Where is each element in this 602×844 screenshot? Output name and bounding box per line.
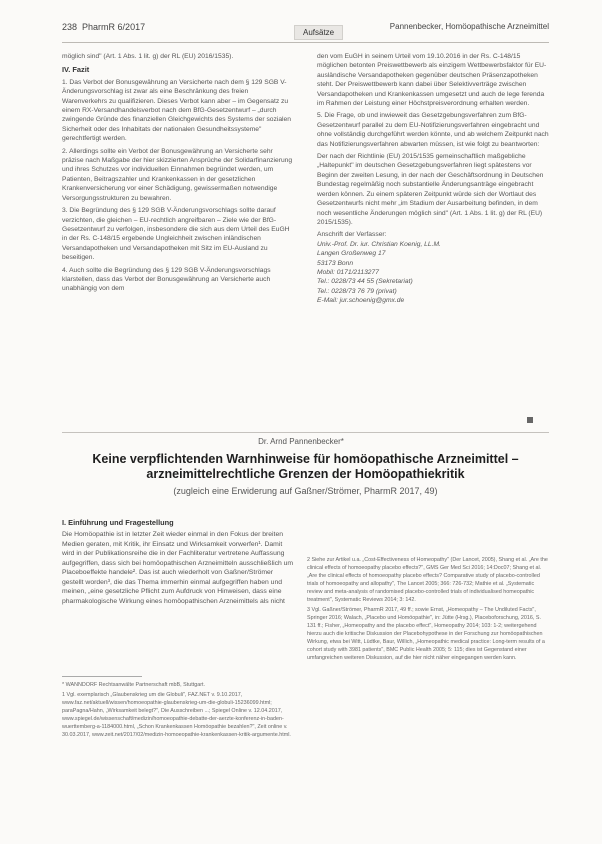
address-line: Tel.: 0228/73 76 79 (privat) <box>317 287 397 295</box>
page-number-and-journal: 238 PharmR 6/2017 <box>62 22 146 32</box>
fazit-point-2: 2. Allerdings sollte ein Verbot der Bonusgewährung an Versicherte sehr präzise nach Maßgabe der hier skizzierten Ansprüche der Solidarfinanzierung und ihres Schutzes vor individuellen Einnahmen begründet werden, um Patienten, Beitragszahler und Krankenkassen in der gesetzlichen Krankenversicherung vor einer Schädigung, gewissermaßen notwendige Versorgungsstrukturen zu bewahren. <box>62 147 293 202</box>
footnote: 2 Siehe zur Artikel u.a. „Cost-Effectiveness of Homeopathy" (Der Lancet, 2005), Shang et al. „Are the clinical effects of homoeopathy placebo effects?", GMS Ger Med Sci 2016; 14:Doc07; Shang et al. „Are the clinical effects of homoeopathy placebo effects? Comparative study of placebo-controlled trials of homoeopathy and allopathy", The Lancet 2005; 366: 726-732; Mathie et al. „Systematic review and meta-analysis of randomised placebo-controlled trials of individualised homeopathic treatment", Systematic Reviews 2014; 3: 142. <box>307 557 548 603</box>
footnote: 3 Vgl. Gaßner/Strömer, PharmR 2017, 49 ff.; sowie Ernst, „Homeopathy – The Undiluted Facts", Springer 2016; Walach, „Placebo und Homöopathie", in: Jütte (Hrsg.), Placeboforschung, 2016, S. 131 ff.; Fisher, „Homeopathy and the placebo effect", Homeopathy 2014; 103: 1-2; weitergehend hierzu auch die kritische Diskussion der Placebohypothese in der Forschung zur homöopathischen Wirkung, etwa bei Witt, Lüdtke, Baur, Willich, „Homeopathic medical practice: Long-term results of a cohort study with 3981 patients", BMC Public Health 2005; 5: 115; dies ist Gegenstand einer umfangreichen weiteren Diskussion, auf die hier nicht näher eingegangen werden kann. <box>307 607 545 661</box>
address-label: Anschrift der Verfasser: <box>317 231 387 239</box>
section-heading: I. Einführung und Fragestellung <box>62 518 174 527</box>
article-body: Die Homöopathie ist in letzter Zeit wieder einmal in den Fokus der breiten Medien geraten, mit Kritik, ihr Einsatz und Wirksamkeit vorwerfen¹. Damit wird in der Publikationsreihe die in der Fachliteratur vertretene Auffassung aufgegriffen, dass sich bei homöopathischen Arzneimitteln ausschließlich um Placeboeffekte handele². Das ist auch wiederholt von Gaßner/Strömer gestellt worden³, die das Thema immerhin einmal aufgegriffen haben und meinen, „eine gesetzliche Pflicht zum Aufdruck von Hinweisen, dass eine pharmakologische Wirkung eines homöopathischen Arzneimittels als nicht <box>62 531 294 605</box>
footnotes-right <box>307 556 549 664</box>
fazit-continued: den vom EuGH in seinem Urteil vom 19.10.2016 in der Rs. C-148/15 möglichen betonten Preiswettbewerb als einzigem Wettbewerbsfaktor für EU-ausländische Versandapotheken gegenüber deutschen Präsenzapotheken steht. Der Preiswettbewerb kann dabei über Selektivverträge zwischen Versandapotheken und Krankenkassen umgesetzt und auch de lege ferenda im Rahmen der Leistung einer Höchstpreisverordnung erhalten werden. <box>317 53 547 108</box>
footnote: * WANNDORF Rechtsanwälte Partnerschaft mbB, Stuttgart. <box>62 682 205 688</box>
address-line: Mobil: 0171/2113277 <box>317 268 379 276</box>
continued-text: möglich sind" (Art. 1 Abs. 1 lit. g) der RL (EU) 2016/1535). <box>62 53 234 60</box>
fazit-heading: IV. Fazit <box>62 65 90 75</box>
running-title: Pannenbecker, Homöopathische Arzneimittel <box>389 22 549 31</box>
article-separator <box>62 432 549 433</box>
address-line: Tel.: 0228/73 44 55 (Sekretariat) <box>317 278 413 286</box>
article-title: Keine verpflichtenden Warnhinweise für homöopathische Arzneimittel – arzneimittelrechtliche Grenzen der Homöopathiekritik <box>92 452 519 481</box>
footnotes-left <box>62 681 294 741</box>
fazit-point-1: 1. Das Verbot der Bonusgewährung an Versicherte nach dem § 129 SGB V-Änderungsvorschlag ist zwar als eine Beschränkung des freien Warenverkehrs zu qualifizieren. Dieses Verbot kann aber – im Gegensatz zu einem RX-Versandhandelsverbot nach dem BfG-Gesetzentwurf – „durch zwingende Gründe des finanziellen Gleichgewichts des Systems der sozialen Sicherheit oder des Inhabitats der nationalen Gesundheitssysteme" gerechtfertigt werden. <box>62 78 291 143</box>
article-author: Dr. Arnd Pannenbecker* <box>258 437 344 446</box>
end-of-article-marker <box>527 417 533 423</box>
fazit-point-5-detail: Der nach der Richtlinie (EU) 2015/1535 gemeinschaftlich maßgebliche „Haltepunkt" im deutschen Gesetzgebungsverfahren liegt spätestens vor Beginn der zweiten Lesung, in der nach der Geschäftsordnung in Deutschen Bundestag regelmäßig noch substantielle Änderungsanträge eingebracht werden können. Zu einem späteren Zeitpunkt würde sich der Wortlaut des Gesetzentwurfs nicht mehr „im Stadium der Ausarbeitung befinden, in dem noch wesentliche Änderungen möglich sind" (Art. 1 Abs. 1 lit. g) der RL (EU) 2015/1535). <box>317 153 544 226</box>
address-line: E-Mail: jur.schoenig@gmx.de <box>317 297 405 305</box>
fazit-point-4: 4. Auch sollte die Begründung des § 129 SGB V-Änderungsvorschlags klarstellen, dass das Verbot der Bonusgewährung an Versicherte auch unabhängig von dem <box>62 266 271 293</box>
address-line: 53173 Bonn <box>317 259 354 267</box>
address-block <box>317 230 549 305</box>
address-line: Univ.-Prof. Dr. iur. Christian Koenig, LL.M. <box>317 240 441 248</box>
footnote: 1 Vgl. exemplarisch „Glaubenskrieg um die Globuli", FAZ.NET v. 9.10.2017, www.faz.net/aktuell/wissen/homoeopathie-glaubenskrieg-um-die-globuli-15236099.html; paraPagna/Hahn, „Wirksamkeit belegt?", Die Ausschreiben ...; Spiegel Online v. 12.04.2017, www.spiegel.de/wissenschaft/medizin/homoeopathie-debatte-der-aerzte-konferenz-in-baden-wuerttemberg-a-1184000.html, „Schon Krankenkassen Homöopathie bezahlen?", Zeit online v. 30.03.2017, www.zeit.net/2017/02/medizin-homoeopathie-krankenkassen-kritik-argumente.html. <box>62 692 291 738</box>
section-tab: Aufsätze <box>294 25 343 40</box>
upper-left-column <box>62 52 294 297</box>
fazit-point-5: 5. Die Frage, ob und inwieweit das Gesetzgebungsverfahren zum BfG-Gesetzentwurf parallel zu dem EU-Notifizierungsverfahren eingebracht und ohne vollständig durchgeführt werden könnte, und ab welchem Zeitpunkt nach das Notifizierungsverfahren abwarten müssen, ist wie folgt zu beantworten: <box>317 112 549 148</box>
footnote-rule <box>62 676 142 677</box>
article-subtitle: (zugleich eine Erwiderung auf Gaßner/Strömer, PharmR 2017, 49) <box>173 486 438 496</box>
address-line: Langen Großenweg 17 <box>317 250 386 258</box>
fazit-point-3: 3. Die Begründung des § 129 SGB V-Änderungsvorschlags sollte darauf verzichten, die gleichen – EU-rechtlich angreifbaren – Ziele wie der BfG-Gesetzentwurf zu verfolgen, insbesondere die sich aus dem Urteil des EuGH in der Rs. C-148/15 ergebende Ungleichheit zwischen inländischen Versandapotheken und Versandapotheken mit Sitz im EU-Ausland zu beseitigen. <box>62 207 290 262</box>
upper-right-column <box>317 52 549 306</box>
header-rule <box>62 42 549 43</box>
page-header <box>62 22 549 42</box>
